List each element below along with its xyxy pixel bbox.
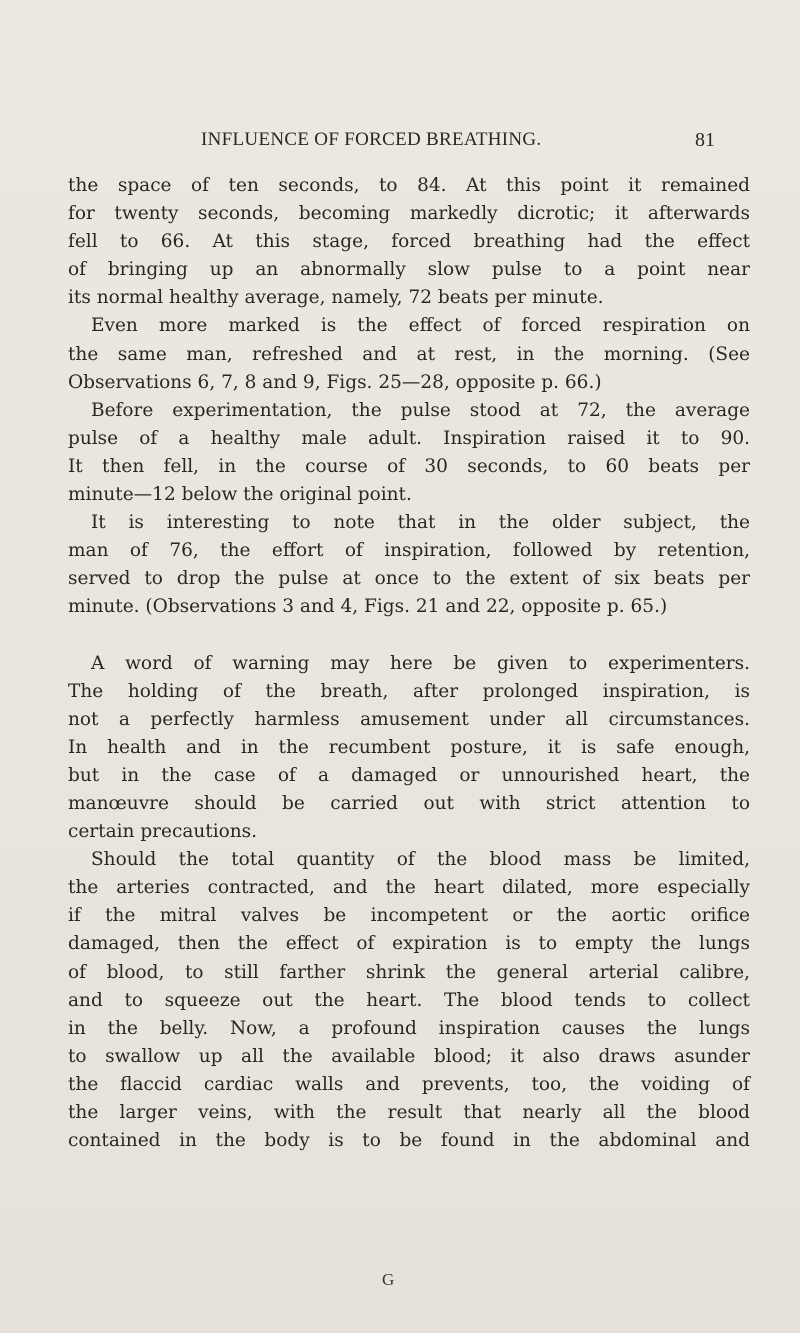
text-line: fell to 66. At this stage, forced breathing had the effect [68,231,750,253]
text-line: minute. (Observations 3 and 4, Figs. 21 and 22, opposite p. 65.) [68,596,668,618]
text-line: not a perfectly harmless amusement under all circumstances. [68,708,750,730]
text-line: the arteries contracted, and the heart dilated, more especially [68,877,750,899]
paragraph [68,509,750,621]
body-text [68,172,750,1155]
text-line: damaged, then the effect of expiration is to empty the lungs [68,933,750,955]
paragraph [68,846,750,1155]
text-line: but in the case of a damaged or unnourished heart, the [68,764,750,786]
text-line: Before experimentation, the pulse stood at 72, the average [91,399,750,421]
paragraph [68,312,750,396]
text-line: the larger veins, with the result that nearly all the blood [68,1102,750,1123]
text-line: of blood, to still farther shrink the general arterial calibre, [68,961,750,983]
text-line: served to drop the pulse at once to the extent of six beats per [68,568,750,590]
paragraph [68,397,750,509]
text-line: Observations 6, 7, 8 and 9, Figs. 25—28, opposite p. 66.) [68,371,602,393]
page-number: 81 [695,129,715,151]
text-line: its normal healthy average, namely, 72 beats per minute. [68,287,604,309]
text-line: Even more marked is the effect of forced respiration on [91,315,750,337]
paragraph [68,650,750,847]
text-line: and to squeeze out the heart. The blood tends to collect [68,989,750,1011]
paragraph [68,172,750,312]
text-line: in the belly. Now, a profound inspiration causes the lungs [68,1017,750,1039]
text-line: Should the total quantity of the blood mass be limited, [91,849,750,871]
text-line: the same man, refreshed and at rest, in the morning. (See [68,343,750,365]
text-line: for twenty seconds, becoming markedly dicrotic; it afterwards [68,203,750,225]
text-line: man of 76, the effort of inspiration, followed by retention, [68,540,750,562]
text-line: It then fell, in the course of 30 seconds, to 60 beats per [68,455,750,477]
text-line: In health and in the recumbent posture, it is safe enough, [68,736,750,758]
text-line: A word of warning may here be given to experimenters. [91,652,750,674]
signature-mark: G [382,1270,395,1289]
text-line: of bringing up an abnormally slow pulse to a point near [68,259,750,281]
text-line: manœuvre should be carried out with strict attention to [68,792,750,814]
page-header [0,129,800,153]
text-line: to swallow up all the available blood; it also draws asunder [68,1045,750,1067]
text-line: contained in the body is to be found in the abdominal and [68,1130,750,1152]
text-line: if the mitral valves be incompetent or the aortic orifice [68,905,750,927]
text-line: It is interesting to note that in the older subject, the [91,512,750,534]
text-line: pulse of a healthy male adult. Inspiration raised it to 90. [68,427,750,449]
running-title: INFLUENCE OF FORCED BREATHING. [201,129,542,150]
text-line: the space of ten seconds, to 84. At this point it remained [68,175,750,196]
text-line: The holding of the breath, after prolonged inspiration, is [68,680,750,702]
text-line: certain precautions. [68,821,258,843]
text-line: the flaccid cardiac walls and prevents, too, the voiding of [68,1073,750,1095]
text-line: minute—12 below the original point. [68,484,412,506]
section-break [68,622,750,650]
